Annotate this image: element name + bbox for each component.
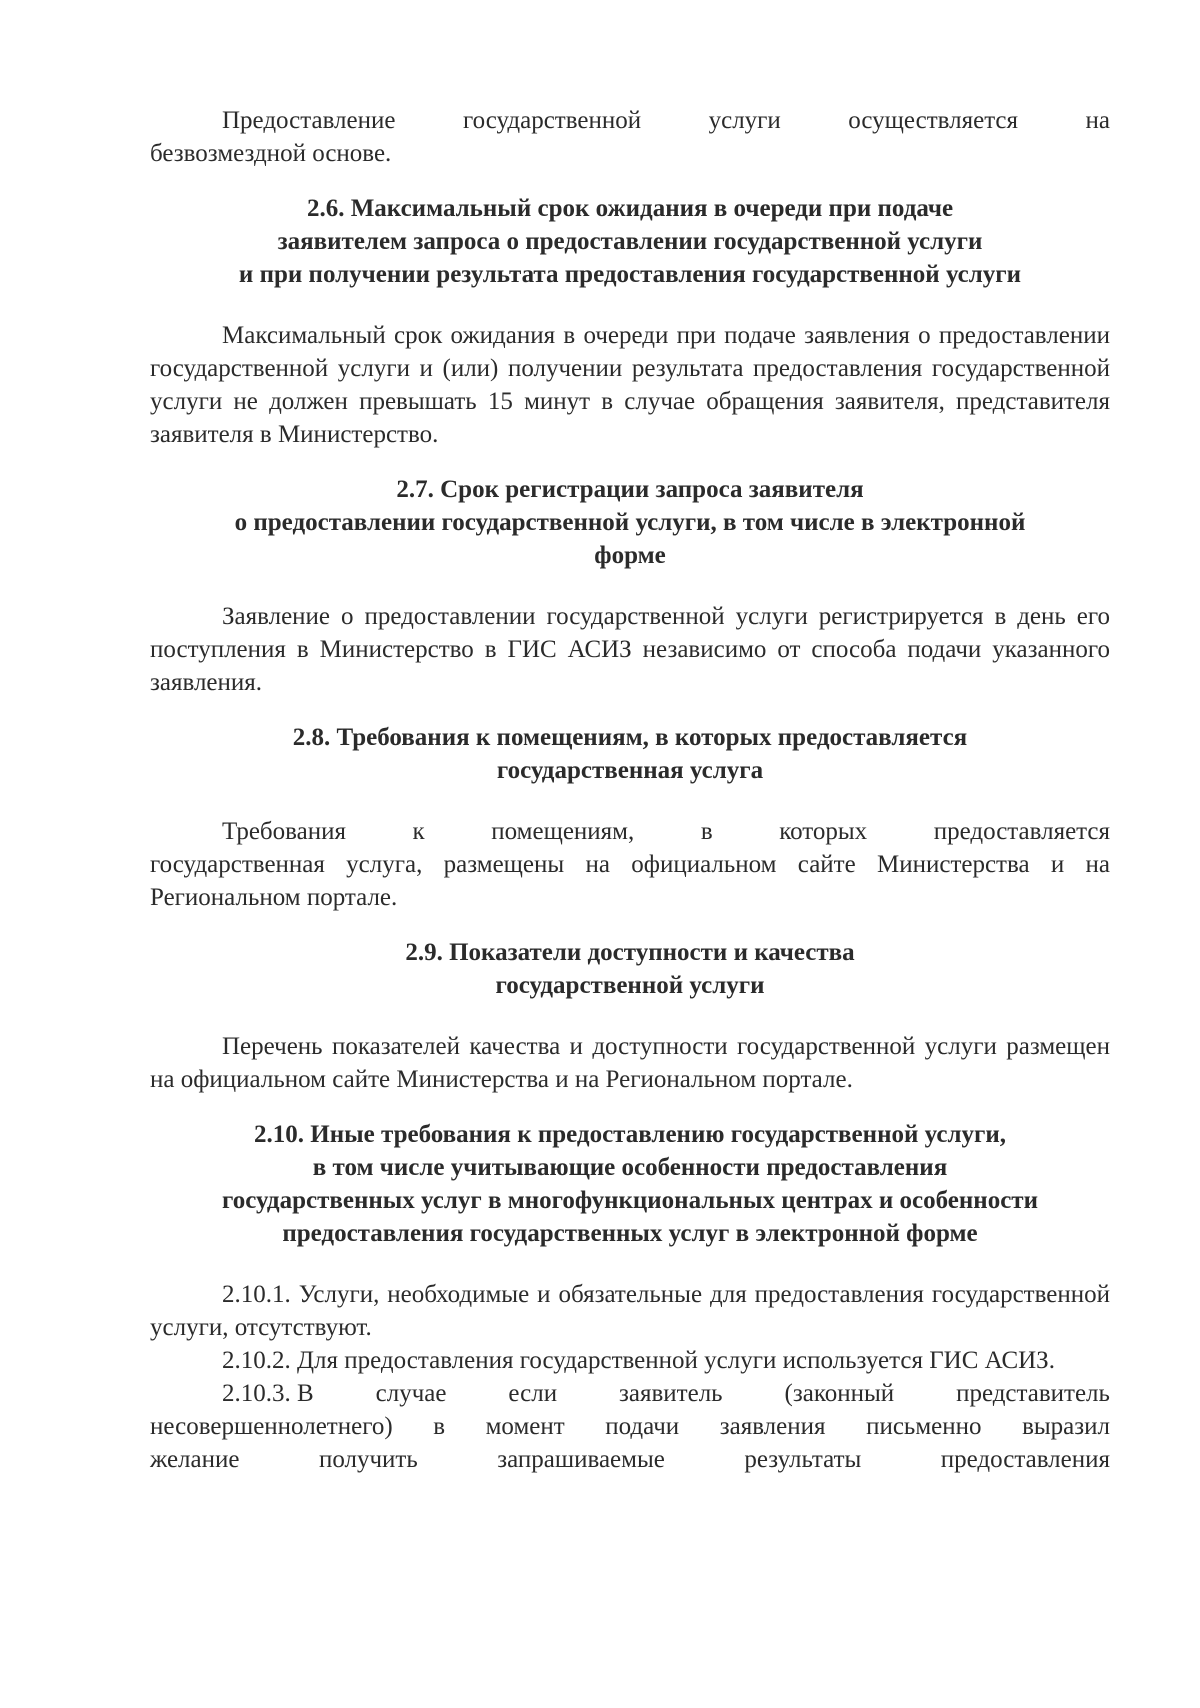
paragraph-2-10-3-line-2 — [150, 1410, 1110, 1443]
word: представитель — [956, 1380, 1110, 1407]
word: предоставления — [940, 1446, 1110, 1473]
intro-line-2: безвозмездной основе. — [150, 140, 392, 167]
word: предоставляется — [933, 818, 1110, 845]
section-2-6-body: Максимальный срок ожидания в очереди при подаче заявления о предоставлении государственной услуги и (или) получении результата предоставления государственной услуги не должен превышать 15 минут в случае обращения заявителя, представителя заявителя в Министерство. — [150, 322, 1110, 448]
section-2-10-heading — [150, 1118, 1110, 1250]
heading-line: 2.10. Иные требования к предоставлению государственной услуги, — [254, 1121, 1006, 1148]
section-2-9-body: Перечень показателей качества и доступности государственной услуги размещен на официальном сайте Министерства и на Региональном портале. — [150, 1033, 1110, 1093]
word: помещениям, — [491, 818, 635, 845]
word: услуги — [708, 107, 781, 134]
section-2-7-heading — [150, 473, 1110, 572]
word: на — [1085, 107, 1110, 134]
heading-line: в том числе учитывающие особенности предоставления — [312, 1154, 948, 1181]
heading-line: форме — [594, 542, 666, 569]
paragraph-2-10-2: 2.10.2. Для предоставления государственной услуги используется ГИС АСИЗ. — [222, 1347, 1055, 1374]
section-2-8-line-1 — [150, 815, 1110, 848]
line-text: несовершеннолетнего) в момент подачи заявления письменно выразил — [150, 1413, 1110, 1440]
word: 2.10.3. В — [222, 1380, 314, 1407]
word: результаты — [744, 1446, 862, 1473]
word: (законный — [784, 1380, 895, 1407]
word: государственной — [462, 107, 642, 134]
heading-line: о предоставлении государственной услуги, в том числе в электронной — [234, 509, 1026, 536]
paragraph-2-10-1: 2.10.1. Услуги, необходимые и обязательные для предоставления государственной услуги, отсутствуют. — [150, 1281, 1110, 1341]
heading-line: государственная услуга — [496, 757, 764, 784]
section-2-7-body: Заявление о предоставлении государственной услуги регистрируется в день его поступления в Министерство в ГИС АСИЗ независимо от способа подачи указанного заявления. — [150, 603, 1110, 696]
paragraph-2-10-3-line-1 — [150, 1377, 1110, 1410]
word: Предоставление — [222, 107, 396, 134]
heading-line: 2.8. Требования к помещениям, в которых предоставляется — [292, 724, 968, 751]
word: к — [412, 818, 425, 845]
paragraph-2-10-3-line-3 — [150, 1443, 1110, 1476]
heading-line: и при получении результата предоставления государственной услуги — [238, 261, 1022, 288]
word: заявитель — [619, 1380, 723, 1407]
intro-line-1 — [150, 104, 1110, 137]
heading-line: 2.9. Показатели доступности и качества — [405, 939, 855, 966]
word: случае — [375, 1380, 447, 1407]
word: которых — [779, 818, 868, 845]
word: осуществляется — [848, 107, 1019, 134]
word: желание — [150, 1446, 240, 1473]
section-2-6-heading — [150, 192, 1110, 291]
section-2-8-heading — [150, 721, 1110, 787]
word: запрашиваемые — [497, 1446, 665, 1473]
heading-line: заявителем запроса о предоставлении государственной услуги — [277, 228, 983, 255]
document-page — [150, 104, 1110, 1476]
heading-line: 2.7. Срок регистрации запроса заявителя — [396, 476, 864, 503]
word: в — [700, 818, 713, 845]
heading-line: государственной услуги — [495, 972, 765, 999]
section-2-8-body: государственная услуга, размещены на официальном сайте Министерства и на Региональном портале. — [150, 851, 1110, 911]
heading-line: 2.6. Максимальный срок ожидания в очереди при подаче — [306, 195, 954, 222]
heading-line: предоставления государственных услуг в электронной форме — [282, 1220, 978, 1247]
word: если — [508, 1380, 558, 1407]
heading-line: государственных услуг в многофункциональных центрах и особенности — [222, 1187, 1038, 1214]
word: Требования — [222, 818, 346, 845]
section-2-9-heading — [150, 936, 1110, 1002]
word: получить — [318, 1446, 418, 1473]
